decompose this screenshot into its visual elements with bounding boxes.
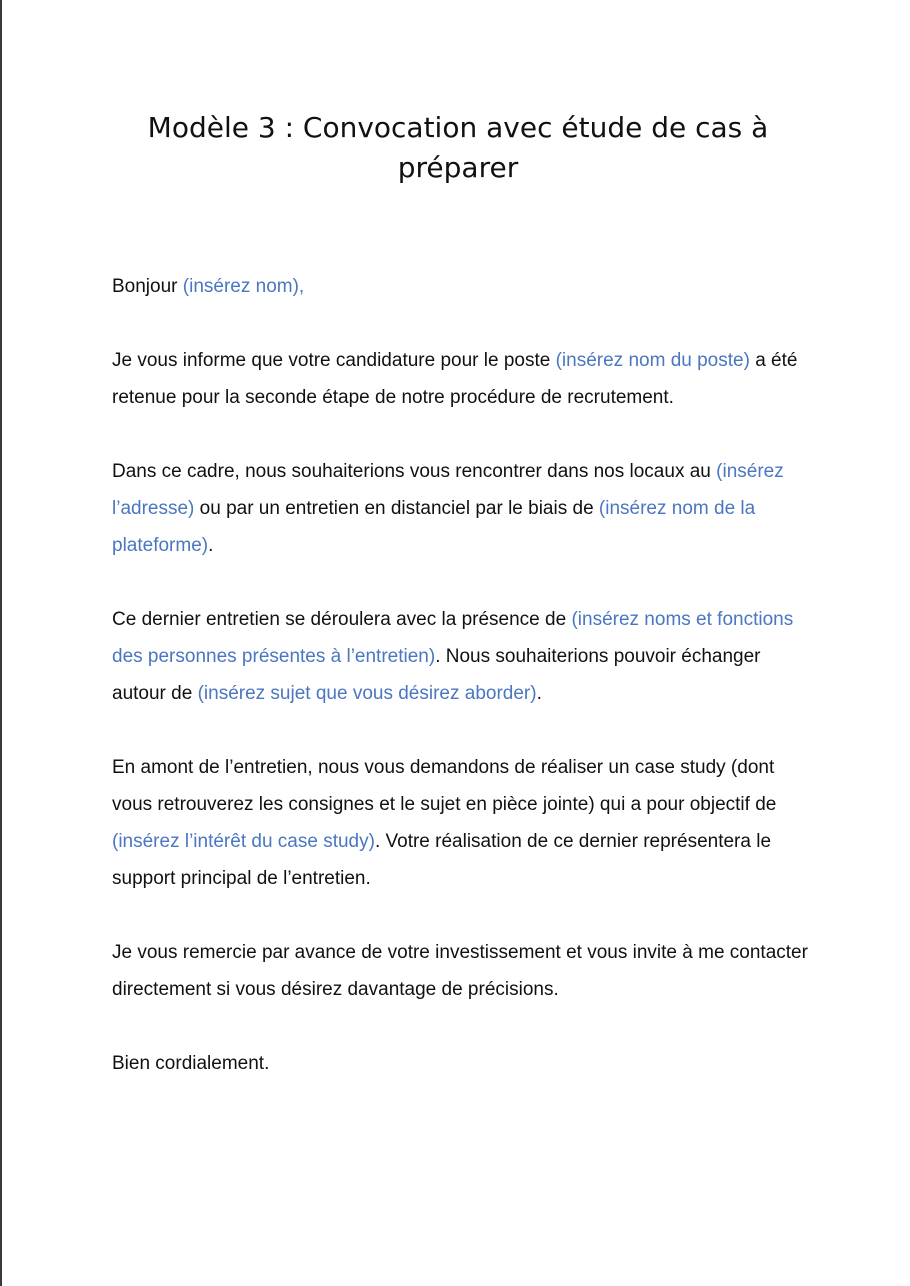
paragraph-case-study [112, 749, 812, 897]
paragraph-closing [112, 1045, 812, 1082]
paragraph-text: Ce dernier entretien se déroulera avec la présence de [112, 609, 572, 630]
placeholder-topic: (insérez sujet que vous désirez aborder) [197, 683, 537, 704]
greeting-text: Bonjour [112, 276, 183, 297]
paragraph-text: . [208, 535, 214, 556]
placeholder-address: (insérez l’adresse) [112, 461, 784, 519]
placeholder-job-title: (insérez nom du poste) [555, 350, 750, 371]
paragraph-application [112, 342, 812, 416]
placeholder-interviewers: (insérez noms et fonctions des personnes présentes à l’entretien) [112, 609, 794, 667]
placeholder-platform: (insérez nom de la plateforme) [112, 498, 756, 556]
page-title [102, 108, 814, 188]
paragraph-meeting [112, 453, 812, 564]
title-line-1: Modèle 3 : Convocation avec étude de cas à [147, 111, 769, 144]
paragraph-text: Je vous remercie par avance de votre investissement et vous invite à me contacter directement si vous désirez davantage de précisions. [112, 942, 808, 1000]
paragraph-text: Je vous informe que votre candidature pour le poste [112, 350, 556, 371]
paragraph-text: ou par un entretien en distanciel par le biais de [194, 498, 599, 519]
letter-body [112, 268, 812, 1119]
paragraph-text: . Nous souhaiterions pouvoir échanger autour de [112, 646, 761, 704]
paragraph-text: Dans ce cadre, nous souhaiterions vous rencontrer dans nos locaux au [112, 461, 717, 482]
placeholder-case-study-goal: (insérez l’intérêt du case study) [112, 831, 375, 852]
paragraph-text: . Votre réalisation de ce dernier représentera le support principal de l’entretien. [112, 831, 772, 889]
paragraph-greeting [112, 268, 812, 305]
paragraph-text: a été retenue pour la seconde étape de notre procédure de recrutement. [112, 350, 798, 408]
placeholder-name: (insérez nom), [182, 276, 305, 297]
paragraph-interviewers [112, 601, 812, 712]
paragraph-thanks [112, 934, 812, 1008]
paragraph-text: En amont de l’entretien, nous vous demandons de réaliser un case study (dont vous retrouverez les consignes et le sujet en pièce jointe) qui a pour objectif de [112, 757, 777, 815]
closing-text: Bien cordialement. [112, 1053, 270, 1074]
paragraph-text: . [536, 683, 542, 704]
title-line-2: préparer [397, 151, 519, 184]
